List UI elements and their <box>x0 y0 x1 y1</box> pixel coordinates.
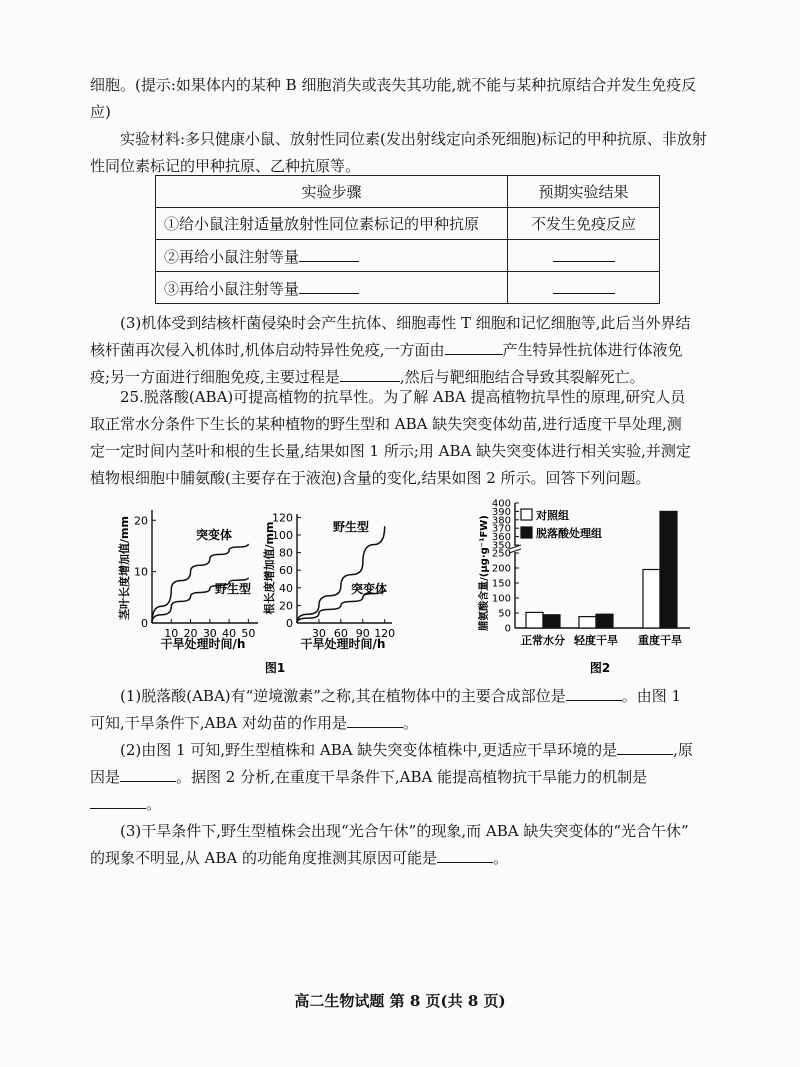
y-tick-label: 390 <box>491 506 511 518</box>
legend-control-label: 对照组 <box>536 509 569 522</box>
q2-line-3 <box>60 791 161 818</box>
materials-line-1: 实验材料:多只健康小鼠、放射性同位素(发出射线定向杀死细胞)标记的甲种抗原、非放射 <box>120 130 707 148</box>
q3-line-2b: 产生特异性抗体进行体液免 <box>502 341 683 359</box>
y-tick-label: 400 <box>491 498 511 510</box>
step-text: ②再给小鼠注射等量 <box>164 247 300 266</box>
category-label: 重度干旱 <box>638 634 682 647</box>
answer-blank[interactable] <box>90 792 146 809</box>
q3-line-1: (3)机体受到结核杆菌侵染时会产生抗体、细胞毒性 T 细胞和记忆细胞等,此后当外界结 <box>120 314 691 332</box>
y-tick-label: 20 <box>134 514 148 528</box>
q3b-text-b: 的现象不明显,从 ABA 的功能角度推测其原因可能是 <box>90 849 437 867</box>
q2-line-2 <box>60 764 647 791</box>
y-tick-label: 40 <box>279 581 293 595</box>
y-tick-label: 360 <box>491 532 511 544</box>
q3b-line-2 <box>60 845 508 872</box>
y-tick-label: 100 <box>491 593 511 605</box>
fig1a-series-label-mutant: 突变体 <box>196 528 233 542</box>
q3-line-2a: 核杆菌再次侵入机体时,机体启动特异性免疫,一方面由 <box>90 341 445 359</box>
q25-line-3: 定一定时间内茎叶和根的生长量,结果如图 1 所示;用 ABA 缺失突变体进行相关实验,并测定 <box>90 442 691 460</box>
x-tick-label: 30 <box>202 627 217 640</box>
q3-line-3a: 疫;另一方面进行细胞免疫,主要过程是 <box>90 368 340 386</box>
header-result: 预期实验结果 <box>508 176 660 208</box>
y-tick-label: 50 <box>498 608 511 620</box>
y-tick-label: 120 <box>272 511 293 525</box>
y-tick-label: 370 <box>491 523 511 535</box>
y-tick-label: 200 <box>491 563 511 575</box>
fig1b-ylabel: 根长度增加值/mm <box>263 521 276 615</box>
y-tick-label: 60 <box>279 564 293 578</box>
y-tick-label: 350 <box>491 540 511 552</box>
fig1a-ylabel: 茎叶长度增加值/mm <box>118 516 131 620</box>
series-line-0 <box>297 526 388 623</box>
answer-blank[interactable] <box>566 684 622 701</box>
q25-line-4: 植物根细胞中脯氨酸(主要存在于液泡)含量的变化,结果如图 2 所示。回答下列问题。 <box>90 469 651 487</box>
q1-text-c: 可知,干旱条件下,ABA 对幼苗的作用是 <box>90 714 347 732</box>
materials-line-2: 性同位素标记的甲种抗原、乙种抗原等。 <box>90 157 361 175</box>
fig1a-series-label-wild: 野生型 <box>215 582 252 596</box>
q3b-text-c: 。 <box>493 849 509 867</box>
q3-line-3b: ,然后与靶细胞结合导致其裂解死亡。 <box>399 368 645 386</box>
q25-line-2: 取正常水分条件下生长的某种植物的野生型和 ABA 缺失突变体幼苗,进行适度干旱处理,测 <box>90 415 682 433</box>
fig1-chart-root <box>262 511 395 651</box>
x-tick-label: 120 <box>374 627 396 640</box>
q1-line-2 <box>60 710 418 737</box>
y-tick-label: 150 <box>491 578 511 590</box>
legend-treated-label: 脱落酸处理组 <box>536 527 602 540</box>
q1-text-a: (1)脱落酸(ABA)有“逆境激素”之称,其在植物体中的主要合成部位是 <box>120 687 566 705</box>
fig1b-series-label-mutant: 突变体 <box>351 582 388 596</box>
y-tick-label: 80 <box>279 546 293 560</box>
answer-blank[interactable] <box>347 711 403 728</box>
x-tick-label: 60 <box>333 627 348 640</box>
x-tick-label: 30 <box>311 627 326 640</box>
answer-blank[interactable] <box>120 765 176 782</box>
fig2-bar-chart <box>477 499 690 648</box>
x-tick-label: 90 <box>355 627 370 640</box>
q3b-text-a: (3)干旱条件下,野生型植株会出现“光合午休”的现象,而 ABA 缺失突变体的“光合午休” <box>120 822 689 840</box>
y-tick-label: 100 <box>272 529 293 542</box>
answer-blank[interactable] <box>437 846 493 863</box>
result-cell: 不发生免疫反应 <box>508 208 660 240</box>
x-tick-label: 20 <box>183 627 198 640</box>
bar-control-0 <box>526 612 543 628</box>
q25-line-1: 25.脱落酸(ABA)可提高植物的抗旱性。为了解 ABA 提高植物抗旱性的原理,研究人员 <box>120 388 686 406</box>
category-label: 正常水分 <box>521 634 565 647</box>
figure-2-label: 图2 <box>589 661 611 675</box>
x-tick-label: 40 <box>222 627 237 640</box>
y-tick-label: 380 <box>491 515 511 527</box>
fig2-ylabel: 脯氨酸含量/(μg·g⁻¹FW) <box>479 515 490 631</box>
q1-text-d: 。 <box>403 714 419 732</box>
bar-treated-2 <box>660 511 677 628</box>
page-footer: 高二生物试题 第 8 页(共 8 页) <box>294 992 506 1010</box>
bar-treated-1 <box>596 614 613 628</box>
fig1a-xlabel: 干旱处理时间/h <box>160 637 246 651</box>
fig1b-xlabel: 干旱处理时间/h <box>300 637 386 651</box>
y-tick-label: 0 <box>286 617 293 630</box>
question-1-paragraph <box>90 683 720 737</box>
q2-text-a: (2)由图 1 可知,野生型植株和 ABA 缺失突变体植株中,更适应干旱环境的是 <box>120 741 618 759</box>
q1-text-b: 。由图 1 <box>621 687 682 705</box>
answer-blank[interactable] <box>617 738 673 755</box>
bar-control-2 <box>643 570 660 629</box>
figure-1-label: 图1 <box>264 661 286 675</box>
y-tick-label: 0 <box>504 623 511 635</box>
step-cell: ①给小鼠注射适量放射性同位素标记的甲种抗原 <box>156 208 508 240</box>
header-step: 实验步骤 <box>156 176 508 208</box>
q2-text-b: ,原 <box>673 741 693 759</box>
intro-line-1: 细胞。(提示:如果体内的某种 B 细胞消失或丧失其功能,就不能与某种抗原结合并发生免疫反 <box>90 76 697 94</box>
bar-control-1 <box>579 617 596 628</box>
question-2-paragraph <box>90 737 720 818</box>
q2-text-d: 。据图 2 分析,在重度干旱条件下,ABA 能提高植物抗干旱能力的机制是 <box>176 768 648 786</box>
q2-text-c: 因是 <box>90 768 121 786</box>
intro-line-2: 应) <box>90 103 111 121</box>
fig1-chart-stem <box>117 510 258 651</box>
legend-treated-swatch <box>521 527 532 538</box>
y-tick-label: 10 <box>134 565 148 579</box>
x-tick-label: 50 <box>241 627 256 640</box>
y-tick-label: 0 <box>141 617 148 630</box>
category-label: 轻度干旱 <box>574 634 618 647</box>
bar-treated-0 <box>543 615 560 628</box>
y-tick-label: 250 <box>491 548 511 560</box>
x-tick-label: 10 <box>164 627 179 640</box>
legend-control-swatch <box>521 509 532 520</box>
q2-text-e: 。 <box>146 795 162 813</box>
question-3b-paragraph <box>90 818 720 872</box>
fig1b-series-label-wild: 野生型 <box>333 520 370 534</box>
step-text: ③再给小鼠注射等量 <box>164 279 300 298</box>
y-tick-label: 20 <box>279 599 293 613</box>
